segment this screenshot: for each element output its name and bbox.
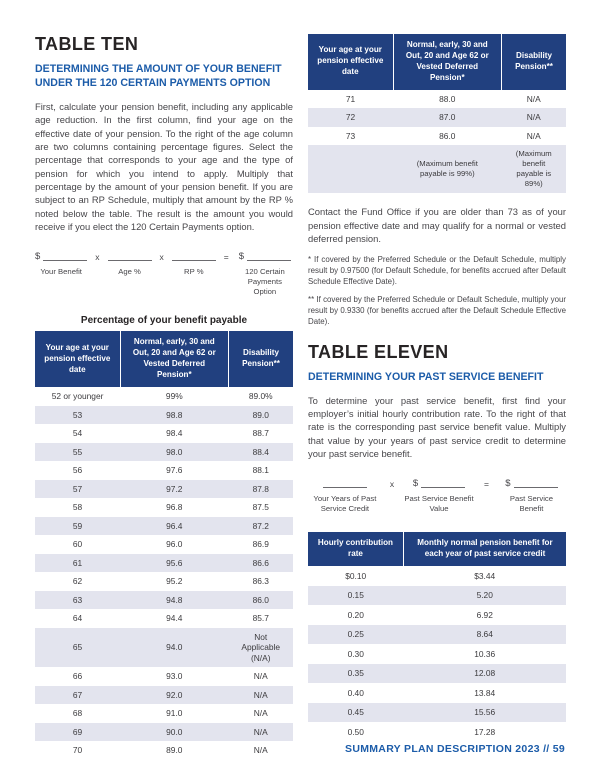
table-row	[35, 704, 293, 723]
fill-in-blank	[35, 249, 87, 261]
past-service-formula	[308, 476, 566, 514]
blank-line	[514, 475, 558, 488]
table-cell: 0.35	[308, 664, 403, 684]
table-cell: 87.2	[228, 517, 293, 536]
table-cell: 0.45	[308, 703, 403, 723]
table-cell: 87.8	[228, 480, 293, 499]
table-cell: 55	[35, 443, 120, 462]
col-header-hourly-rate: Hourly contribution rate	[308, 532, 403, 566]
blank-line	[421, 475, 465, 488]
table-cell: 69	[35, 723, 120, 742]
left-column	[35, 34, 293, 760]
table-row	[35, 424, 293, 443]
table-cell: 6.92	[403, 605, 566, 625]
table-cell: 52 or younger	[35, 387, 120, 406]
table-cell: 88.1	[228, 461, 293, 480]
table-cell: 86.3	[228, 572, 293, 591]
table-row	[308, 108, 566, 127]
table-cell: 94.0	[120, 628, 228, 668]
table-row	[35, 723, 293, 742]
table-cell: 59	[35, 517, 120, 536]
table-cell: 61	[35, 554, 120, 573]
table-eleven-subtitle: DETERMINING YOUR PAST SERVICE BENEFIT	[308, 370, 544, 383]
table-row	[308, 90, 566, 109]
multiply-sign: x	[95, 252, 100, 263]
table-cell	[308, 145, 393, 193]
col-header-disability-pension: Disability Pension**	[228, 331, 293, 387]
table-cell: 89.0	[228, 406, 293, 425]
col-header-normal-pension: Normal, early, 30 and Out, 20 and Age 62 or Vested Deferred Pension*	[120, 331, 228, 387]
page-footer: SUMMARY PLAN DESCRIPTION 2023 // 59	[345, 743, 565, 755]
table-cell: 12.08	[403, 664, 566, 684]
table-ten-title: TABLE TEN	[35, 34, 139, 54]
fill-in-blank	[108, 249, 152, 261]
table-cell: 94.8	[120, 591, 228, 610]
table-cell: 94.4	[120, 609, 228, 628]
table-cell: 87.5	[228, 498, 293, 517]
table-cell: 85.7	[228, 609, 293, 628]
table-row	[35, 609, 293, 628]
table-cell: 0.25	[308, 625, 403, 645]
formula-blank-result	[237, 249, 293, 297]
table-cell: (Maximum benefit payable is 89%)	[501, 145, 566, 193]
table-ten-subtitle: DETERMINING THE AMOUNT OF YOUR BENEFIT UNDER THE 120 CERTAIN PAYMENTS OPTION	[35, 63, 282, 89]
contact-fund-office-note: Contact the Fund Office if you are older than 73 as of your pension effective date and may qualify for a normal or vested deferred pension.	[308, 206, 566, 244]
table-cell: 98.0	[120, 443, 228, 462]
formula-label-rp-percent: RP %	[184, 267, 204, 277]
table-cell: 0.20	[308, 605, 403, 625]
table-row	[308, 145, 566, 193]
table-cell: 96.8	[120, 498, 228, 517]
blank-line	[172, 248, 216, 261]
footnote-two: ** If covered by the Preferred Schedule or Default Schedule, multiply your result by 0.9330 (for benefits accrued after the Default Schedule Effective Date).	[308, 294, 566, 326]
footnote-one: * If covered by the Preferred Schedule or the Default Schedule, multiply result by 0.97500 (for Default Schedule, for benefits accrued after Default Schedule Effective Date).	[308, 255, 566, 287]
table-cell: 72	[308, 108, 393, 127]
table-row	[35, 554, 293, 573]
table-cell: 57	[35, 480, 120, 499]
col-header-age: Your age at your pension effective date	[35, 331, 120, 387]
table-cell: 68	[35, 704, 120, 723]
table-header-row	[308, 34, 566, 90]
table-cell: 60	[35, 535, 120, 554]
fill-in-blank	[505, 476, 557, 488]
fill-in-blank	[323, 476, 367, 488]
formula-label-past-service-benefit: Past Service Benefit	[509, 494, 554, 514]
table-cell: 17.28	[403, 722, 566, 742]
formula-blank-your-benefit	[35, 249, 87, 277]
table-cell: 86.0	[393, 127, 501, 146]
table-cell: N/A	[228, 686, 293, 705]
col-header-age: Your age at your pension effective date	[308, 34, 393, 90]
table-row	[308, 625, 566, 645]
table-cell: 99%	[120, 387, 228, 406]
fill-in-blank	[413, 476, 465, 488]
benefit-table-caption: Percentage of your benefit payable	[80, 315, 248, 327]
table-cell: (Maximum benefit payable is 99%)	[393, 145, 501, 193]
table-cell: 92.0	[120, 686, 228, 705]
table-cell: 87.0	[393, 108, 501, 127]
table-cell: 0.15	[308, 586, 403, 606]
table-cell: 53	[35, 406, 120, 425]
table-row	[308, 683, 566, 703]
table-row	[35, 686, 293, 705]
table-cell: 70	[35, 741, 120, 760]
equals-sign: =	[223, 252, 229, 263]
table-cell: 62	[35, 572, 120, 591]
table-cell: 95.2	[120, 572, 228, 591]
table-row	[308, 127, 566, 146]
table-row	[35, 387, 293, 406]
table-cell: 89.0	[120, 741, 228, 760]
table-row	[35, 535, 293, 554]
col-header-normal-pension: Normal, early, 30 and Out, 20 and Age 62 or Vested Deferred Pension*	[393, 34, 501, 90]
table-row	[308, 586, 566, 606]
table-cell: 96.0	[120, 535, 228, 554]
col-header-monthly-benefit: Monthly normal pension benefit for each year of past service credit	[403, 532, 566, 566]
table-cell: N/A	[228, 667, 293, 686]
table-cell: 65	[35, 628, 120, 668]
table-header-row	[308, 532, 566, 566]
formula-blank-rp-percent	[172, 249, 216, 277]
table-cell: 89.0%	[228, 387, 293, 406]
table-row	[35, 572, 293, 591]
table-cell: 58	[35, 498, 120, 517]
table-row	[35, 443, 293, 462]
table-cell: 88.0	[393, 90, 501, 109]
table-cell: N/A	[228, 723, 293, 742]
fill-in-blank	[172, 249, 216, 261]
table-row	[308, 644, 566, 664]
table-row	[35, 628, 293, 668]
table-cell: 93.0	[120, 667, 228, 686]
table-cell: 64	[35, 609, 120, 628]
blank-line	[247, 248, 291, 261]
benefit-percentage-table-right	[308, 34, 566, 193]
table-cell: 90.0	[120, 723, 228, 742]
dollar-sign: $	[412, 477, 419, 489]
benefit-percentage-table-left	[35, 331, 293, 759]
table-cell: $3.44	[403, 566, 566, 586]
table-row	[35, 498, 293, 517]
table-eleven-intro: To determine your past service benefit, first find your employer’s initial hourly contribution rate. To the right of that rate is the corresponding past service benefit value. Multiply that value by your years of past service credit to determine your past service benefit.	[308, 394, 566, 459]
table-cell: 95.6	[120, 554, 228, 573]
table-row	[308, 605, 566, 625]
table-cell: N/A	[228, 741, 293, 760]
table-cell: 91.0	[120, 704, 228, 723]
table-cell: 88.4	[228, 443, 293, 462]
multiply-sign: x	[159, 252, 164, 263]
table-cell: 67	[35, 686, 120, 705]
table-cell: 88.7	[228, 424, 293, 443]
dollar-sign: $	[238, 250, 245, 262]
formula-label-your-benefit: Your Benefit	[40, 267, 82, 277]
right-column	[308, 34, 566, 742]
table-cell: 0.40	[308, 683, 403, 703]
table-cell: 86.0	[228, 591, 293, 610]
benefit-calculation-formula	[35, 249, 293, 297]
table-cell: 98.8	[120, 406, 228, 425]
table-row	[35, 480, 293, 499]
equals-sign: =	[483, 479, 489, 490]
past-service-benefit-table	[308, 532, 566, 741]
table-cell: 0.50	[308, 722, 403, 742]
formula-label-age-percent: Age %	[118, 267, 141, 277]
table-cell: 86.9	[228, 535, 293, 554]
table-cell: 63	[35, 591, 120, 610]
table-cell: 86.6	[228, 554, 293, 573]
blank-line	[323, 475, 367, 488]
table-row	[35, 667, 293, 686]
table-cell: 71	[308, 90, 393, 109]
table-cell: N/A	[228, 704, 293, 723]
table-ten-intro: First, calculate your pension benefit, including any applicable age reduction. In the first column, find your age on the effective date of your pension. To the right of the age column are two columns containing percentage figures. Select the percentage that corresponds to your age and the type of pension for which you intend to apply. Multiply that percentage by the amount of your pension benefit. If you are subject to an RP Schedule, multiply that amount by the RP % noted below the table. The result is the amount you would receive if you elect the 120 Certain Payments option.	[35, 100, 293, 233]
formula-blank-benefit-value	[402, 476, 476, 514]
table-cell: 97.6	[120, 461, 228, 480]
table-cell: 54	[35, 424, 120, 443]
table-cell: 66	[35, 667, 120, 686]
table-cell: Not Applicable (N/A)	[228, 628, 293, 668]
blank-line	[43, 248, 87, 261]
blank-line	[108, 248, 152, 261]
table-cell: N/A	[501, 127, 566, 146]
table-row	[308, 722, 566, 742]
multiply-sign: x	[389, 479, 395, 490]
dollar-sign: $	[505, 477, 511, 489]
table-eleven-title: TABLE ELEVEN	[308, 341, 449, 362]
table-cell: 97.2	[120, 480, 228, 499]
fill-in-blank	[239, 249, 291, 261]
formula-label-benefit-value: Past Service Benefit Value	[404, 494, 474, 514]
table-row	[35, 406, 293, 425]
table-row	[35, 461, 293, 480]
table-header-row	[35, 331, 293, 387]
table-cell: N/A	[501, 108, 566, 127]
table-cell: 10.36	[403, 644, 566, 664]
table-row	[35, 741, 293, 760]
table-row	[35, 517, 293, 536]
table-row	[308, 664, 566, 684]
table-cell: N/A	[501, 90, 566, 109]
table-cell: 13.84	[403, 683, 566, 703]
formula-blank-years-credit	[308, 476, 382, 514]
table-cell: 98.4	[120, 424, 228, 443]
formula-label-120-certain: 120 Certain Payments Option	[245, 267, 285, 297]
table-cell: 96.4	[120, 517, 228, 536]
table-cell: 73	[308, 127, 393, 146]
table-row	[308, 566, 566, 586]
table-cell: $0.10	[308, 566, 403, 586]
table-cell: 8.64	[403, 625, 566, 645]
dollar-sign: $	[35, 250, 41, 262]
col-header-disability-pension: Disability Pension**	[501, 34, 566, 90]
table-row	[308, 703, 566, 723]
formula-blank-age-percent	[108, 249, 152, 277]
table-cell: 56	[35, 461, 120, 480]
formula-label-years-credit: Your Years of Past Service Credit	[313, 494, 377, 514]
table-cell: 0.30	[308, 644, 403, 664]
table-cell: 15.56	[403, 703, 566, 723]
formula-blank-past-service-benefit	[497, 476, 566, 514]
table-cell: 5.20	[403, 586, 566, 606]
table-row	[35, 591, 293, 610]
